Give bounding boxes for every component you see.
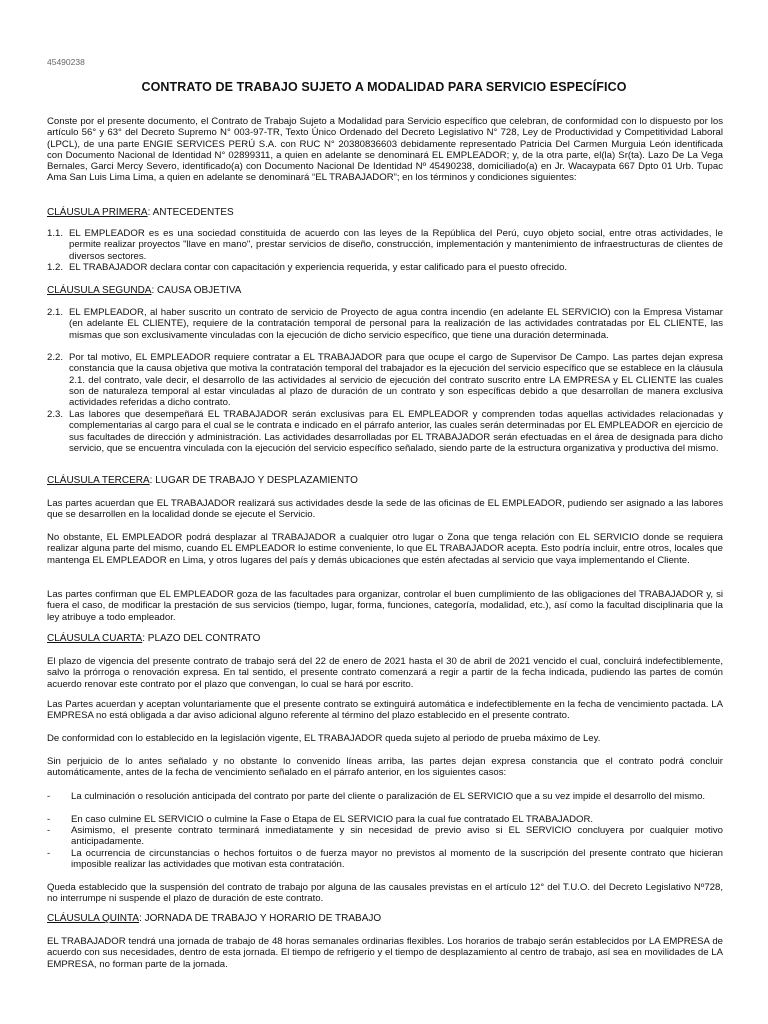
item-text: Por tal motivo, EL EMPLEADOR requiere contratar a EL TRABAJADOR para que ocupe el cargo de Supervisor De Campo. Las partes dejan expresa constancia que la causa objetiva que motiva la contratación temporal del trabajador es la ejecución del servicio específico que se establece en la cláusula 2.1. del contrato, vale decir, el desarrollo de las actividades al servicio de ejecución del contrato suscrito entre LA EMPRESA y EL CLIENTE las cuales son de naturaleza temporal al estar vinculadas al plazo de duración de un contrato y son específicas debido a que desarrollan de manera exclusiva actividades referidas a dicho contrato.: [69, 352, 723, 409]
clause-5-paragraph-1: EL TRABAJADOR tendrá una jornada de trabajo de 48 horas semanales ordinarias flexibles. Los horarios de trabajo serán establecidos por LA EMPRESA de acuerdo con sus necesidades, dentro de esta jornada. El tiempo de refrigerio y el tiempo de desplazamiento al centro de trabajo, así sea en movilidades de LA EMPRESA, no forman parte de la jornada.: [47, 936, 723, 970]
clause-4-paragraph-2: Las Partes acuerdan y aceptan voluntariamente que el presente contrato se extinguirá automática e indefectiblemente en la fecha de vencimiento pactada. LA EMPRESA no está obligada a dar aviso adicional alguno referente al término del plazo establecido en el presente contrato.: [47, 699, 723, 722]
clause-2-label: CLÁUSULA SEGUNDA: [47, 285, 152, 296]
clause-4-paragraph-4: Sin perjuicio de lo antes señalado y no obstante lo convenido líneas arriba, las partes dejan expresa constancia que el contrato podrá concluir automáticamente, antes de la fecha de vencimiento señalado en el párrafo anterior, en los siguientes casos:: [47, 756, 723, 779]
clause-3-heading: [47, 475, 358, 487]
bullet-mark: -: [47, 825, 51, 836]
clause-4-paragraph-3: De conformidad con lo establecido en la legislación vigente, EL TRABAJADOR queda sujeto al periodo de prueba máximo de Ley.: [47, 733, 601, 744]
clause-5-name: : JORNADA DE TRABAJO Y HORARIO DE TRABAJO: [139, 913, 382, 924]
item-text: EL TRABAJADOR declara contar con capacitación y experiencia requerida, y estar calificado para el puesto ofrecido.: [69, 262, 568, 273]
bullet-text: La ocurrencia de circunstancias o hechos fortuitos o de fuerza mayor no previstos al momento de la suscripción del presente contrato que hicieran imposible realizar las actividades que motivan esta contratación.: [71, 848, 723, 871]
item-number: 1.1.: [47, 228, 64, 239]
bullet-mark: -: [47, 791, 51, 802]
bullet-text: La culminación o resolución anticipada del contrato por parte del cliente o paralización de EL SERVICIO que a su vez impide el desarrollo del mismo.: [71, 791, 706, 802]
clause-4-paragraph-5: Queda establecido que la suspensión del contrato de trabajo por alguna de las causales previstas en el artículo 12° del T.U.O. del Decreto Legislativo Nº728, no interrumpe ni suspende el plazo de duración de este contrato.: [47, 882, 723, 905]
item-text: EL EMPLEADOR es es una sociedad constituida de acuerdo con las leyes de la República del Perú, cuyo objeto social, entre otras actividades, le permite realizar proyectos "llave en mano", prestar servicios de diseño, construcción, implementación y mantenimiento de infraestructuras de clientes de diversos sectores.: [69, 228, 723, 262]
clause-4-name: : PLAZO DEL CONTRATO: [142, 633, 261, 644]
clause-3-name: : LUGAR DE TRABAJO Y DESPLAZAMIENTO: [149, 475, 358, 486]
clause-4-heading: [47, 633, 260, 645]
clause-5-heading: [47, 913, 381, 925]
clause-5-label: CLÁUSULA QUINTA: [47, 913, 140, 924]
clause-3-paragraph-2: No obstante, EL EMPLEADOR podrá desplazar al TRABAJADOR a cualquier otro lugar o Zona que tenga relación con EL SERVICIO donde se requiera realizar alguna parte del mismo, cuando EL EMPLEADOR lo estime conveniente, lo que EL TRABAJADOR acepta. Esto podría incluir, entre otros, locales que mantenga EL EMPLEADOR en Lima, y otros lugares del país y demás ubicaciones que estén afectadas al servicio que vaya implementando el Cliente.: [47, 532, 723, 566]
bullet-text: Asimismo, el presente contrato terminará inmediatamente y sin necesidad de previo aviso si EL SERVICIO concluyera por cualquier motivo anticipadamente.: [71, 825, 723, 848]
clause-4-label: CLÁUSULA CUARTA: [47, 633, 143, 644]
clause-1-label: CLÁUSULA PRIMERA: [47, 207, 148, 218]
item-number: 2.2.: [47, 352, 64, 363]
bullet-mark: -: [47, 848, 51, 859]
document-title: CONTRATO DE TRABAJO SUJETO A MODALIDAD PARA SERVICIO ESPECÍFICO: [141, 80, 627, 94]
clause-1-heading: [47, 207, 234, 219]
clause-3-paragraph-3: Las partes confirman que EL EMPLEADOR goza de las facultades para organizar, controlar el buen cumplimiento de las obligaciones del TRABAJADOR y, si fuera el caso, de modificar la prestación de sus servicios (tiempo, lugar, forma, funciones, categoría, modalidad, etc.), así como la facultad disciplinaria que la ley atribuye a todo empleador.: [47, 589, 723, 623]
clause-3-paragraph-1: Las partes acuerdan que EL TRABAJADOR realizará sus actividades desde la sede de las oficinas de EL EMPLEADOR, pudiendo ser asignado a las labores que se desarrollen en la localidad donde se ejecute el Servicio.: [47, 498, 723, 521]
bullet-text: En caso culmine EL SERVICIO o culmine la Fase o Etapa de EL SERVICIO para la cual fue contratado EL TRABAJADOR.: [71, 814, 594, 825]
clause-3-label: CLÁUSULA TERCERA: [47, 475, 150, 486]
bullet-mark: -: [47, 814, 51, 825]
item-text: EL EMPLEADOR, al haber suscrito un contrato de servicio de Proyecto de agua contra incendio (en adelante EL SERVICIO) con la Empresa Vistamar (en adelante EL CLIENTE), requiere de la contratación temporal de personal para la realización de las actividades contratadas por EL CLIENTE, las mismas que son exclusivamente vinculadas con la ejecución de dicho servicio específico, que tiene una duración determinada.: [69, 307, 723, 341]
document-id: 45490238: [47, 57, 85, 67]
clause-2-heading: [47, 285, 241, 297]
item-number: 1.2.: [47, 262, 64, 273]
intro-paragraph: Conste por el presente documento, el Contrato de Trabajo Sujeto a Modalidad para Servicio específico que celebran, de conformidad con lo dispuesto por los artículo 56° y 63° del Decreto Supremo N° 003-97-TR, Texto Único Ordenado del Decreto Legislativo N° 728, Ley de Productividad y Competitividad Laboral (LPCL), de una parte ENGIE SERVICES PERÚ S.A. con RUC N° 20380836603 debidamente representado Patricia Del Carmen Murguia León identificada con Documento Nacional de Identidad N° 02899311, a quien en adelante se denominará EL EMPLEADOR; y, de la otra parte, el(la) Sr(ta). Lazo De La Vega Bernales, Garci Mercy Severo, identificado(a) con Documento Nacional De Identidad Nº 45490238, domiciliado(a) en Jr. Wacaypata 667 Dpto 01 Urb. Tupac Ama San Luis Lima Lima, a quien en adelante se denominará “EL TRABAJADOR”; en los términos y condiciones siguientes:: [47, 116, 723, 184]
item-number: 2.1.: [47, 307, 64, 318]
clause-1-name: : ANTECEDENTES: [147, 207, 234, 218]
item-number: 2.3.: [47, 409, 64, 420]
clause-4-paragraph-1: El plazo de vigencia del presente contrato de trabajo será del 22 de enero de 2021 hasta el 30 de abril de 2021 vencido el cual, concluirá indefectiblemente, salvo la prórroga o renovación expresa. En tal sentido, el presente contrato comenzará a regir a partir de la fecha indicada, pudiendo las partes de común acuerdo renovar este contrato por el plazo que convengan, lo cual se hará por escrito.: [47, 656, 723, 690]
item-text: Las labores que desempeñará EL TRABAJADOR serán exclusivas para EL EMPLEADOR y comprenden todas aquellas actividades relacionadas y complementarias al cargo para el cual se le contrata e indicado en el párrafo anterior, las cuales serán determinadas por EL EMPLEADOR en ejercicio de sus facultades de dirección y administración. Las actividades desarrolladas por EL TRABAJADOR serán efectuadas en el área de designada para dicho servicio, que se encuentra vinculada con la ejecución del servicio específico señalado, siendo parte de la estructura organizativa y productiva del mismo.: [69, 409, 723, 454]
clause-2-name: : CAUSA OBJETIVA: [151, 285, 242, 296]
